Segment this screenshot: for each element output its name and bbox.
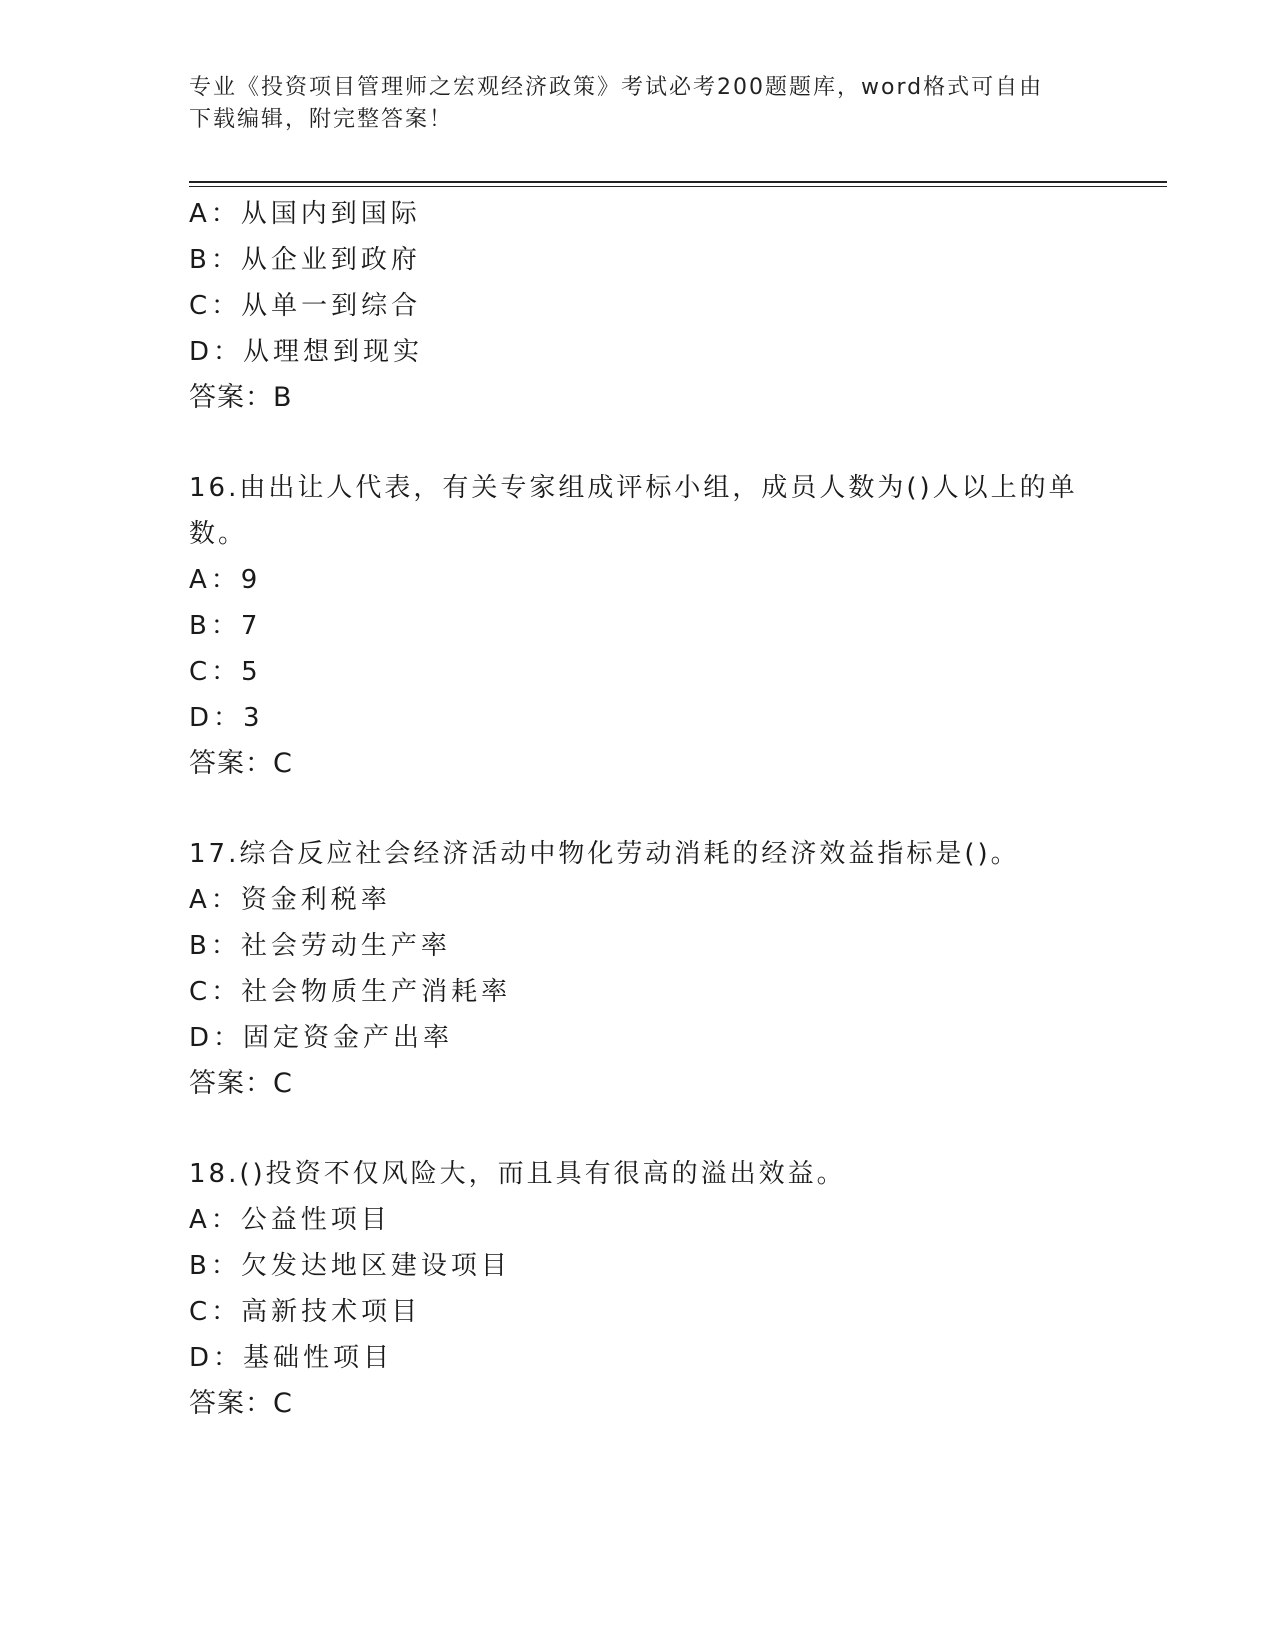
answer-line: 答案：C [189, 1068, 293, 1099]
question-18 [189, 1151, 1089, 1427]
question-17 [189, 831, 1089, 1107]
question-16 [189, 465, 1089, 787]
document-header [189, 72, 1089, 136]
option-a: A：从国内到国际 [189, 199, 421, 229]
answer-line: 答案：C [189, 748, 293, 779]
header-divider-thin [189, 186, 1167, 187]
option-d: D：基础性项目 [189, 1343, 394, 1373]
option-a: A：资金利税率 [189, 885, 391, 915]
option-c: C：高新技术项目 [189, 1297, 422, 1327]
option-a: A：公益性项目 [189, 1205, 391, 1235]
option-c: C：社会物质生产消耗率 [189, 977, 512, 1007]
answer-line: 答案：C [189, 1388, 293, 1419]
question-stem-line-1: 16.由出让人代表，有关专家组成评标小组，成员人数为()人以上的单 [189, 473, 1078, 503]
option-b: B：社会劳动生产率 [189, 931, 451, 961]
question-stem [189, 465, 1089, 557]
answer-line: 答案：B [189, 382, 293, 413]
question-stem-line-2: 数。 [189, 519, 248, 549]
question-stem [189, 831, 1089, 877]
option-c: C：5 [189, 657, 262, 687]
question-stem [189, 1151, 1089, 1197]
option-d: D：固定资金产出率 [189, 1023, 454, 1053]
question-stem-line-1: 18.()投资不仅风险大，而且具有很高的溢出效益。 [189, 1159, 846, 1189]
header-divider [189, 181, 1167, 183]
option-d: D：3 [189, 703, 264, 733]
header-line-1: 专业《投资项目管理师之宏观经济政策》考试必考200题题库，word格式可自由 [189, 75, 1044, 100]
option-d: D：从理想到现实 [189, 337, 424, 367]
option-b: B：欠发达地区建设项目 [189, 1251, 511, 1281]
header-line-2: 下载编辑，附完整答案！ [189, 107, 454, 132]
question-stem-line-1: 17.综合反应社会经济活动中物化劳动消耗的经济效益指标是()。 [189, 839, 1020, 869]
question-list [189, 191, 1089, 1427]
option-b: B：7 [189, 611, 262, 641]
option-c: C：从单一到综合 [189, 291, 422, 321]
option-b: B：从企业到政府 [189, 245, 421, 275]
option-a: A：9 [189, 565, 262, 595]
question-15-continued [189, 191, 1089, 421]
